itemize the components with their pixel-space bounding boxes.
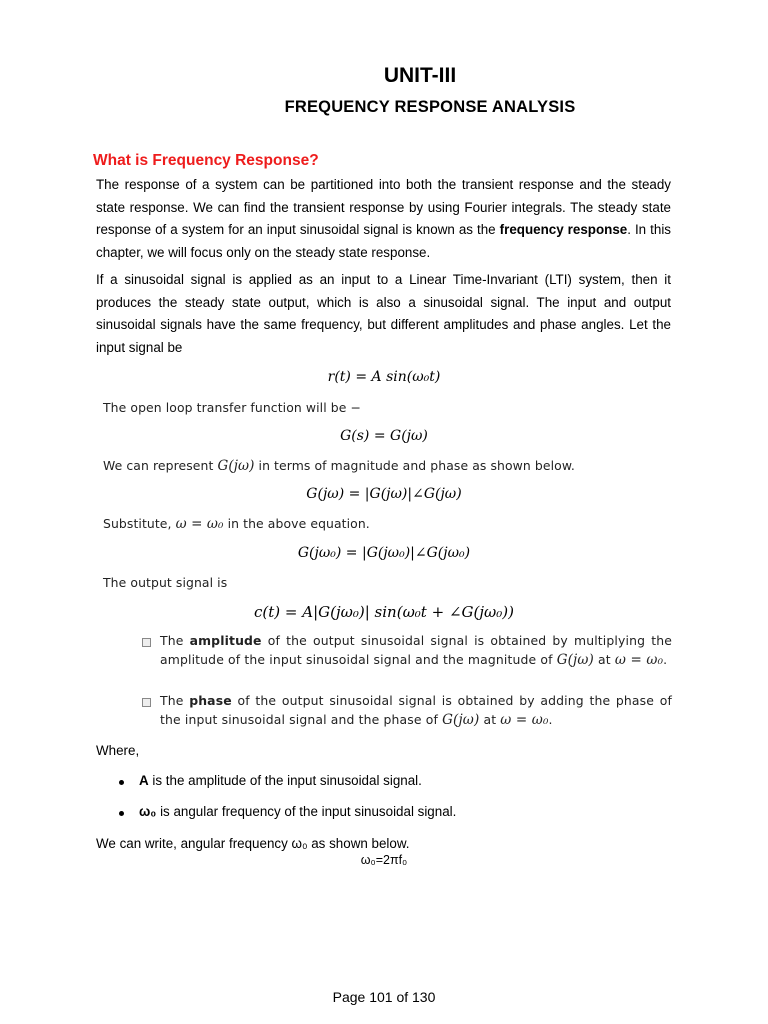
bullet-amplitude-term: amplitude	[189, 633, 262, 648]
where-item-frequency-text: is angular frequency of the input sinusoidal signal.	[156, 804, 457, 819]
bullet-dot-icon	[119, 780, 124, 785]
where-item-amplitude	[139, 773, 422, 788]
bullet-phase-pre: The	[160, 693, 190, 708]
bullet-phase-term: phase	[189, 693, 232, 708]
paragraph-lti: If a sinusoidal signal is applied as an input to a Linear Time-Invariant (LTI) system, then it produces the steady state output, which is also a sinusoidal signal. The input and output sinusoidal signals have the same frequency, but different amplitudes and phase angles. Let the input signal be	[96, 272, 671, 355]
bullet-phase	[160, 692, 672, 729]
equation-transfer-function-text: G(s) = G(jω)	[340, 428, 428, 444]
represent-line-math: G(jω)	[217, 458, 255, 474]
equation-input-signal-text: r(t) = A sin(ω₀t)	[327, 369, 441, 385]
bullet-amplitude-pre: The	[160, 633, 190, 648]
bullet-amplitude-mid: of the output sinusoidal signal is obtained by multiplying the amplitude of the input sinusoidal signal and the magnitude of	[160, 633, 672, 667]
paragraph-intro	[96, 174, 671, 264]
represent-line-before: We can represent	[103, 458, 218, 473]
equation-output-signal	[0, 603, 768, 621]
bullet-amplitude-mid2: at	[593, 651, 615, 667]
chapter-title: FREQUENCY RESPONSE ANALYSIS	[284, 98, 576, 116]
bullet-amplitude	[160, 632, 672, 669]
equation-magnitude-phase-text: G(jω) = |G(jω)|∠G(jω)	[306, 486, 462, 502]
bullet-phase-mid2: at	[479, 711, 501, 727]
bullet-phase-math2: ω = ω₀	[500, 711, 549, 728]
substitute-line-before: Substitute,	[103, 516, 176, 531]
bullet-amplitude-math1: G(jω)	[556, 651, 594, 668]
represent-line-after: in terms of magnitude and phase as shown below.	[254, 458, 575, 473]
bullet-amplitude-end: .	[663, 651, 668, 667]
bullet-phase-math1: G(jω)	[442, 711, 480, 728]
where-label: Where,	[96, 743, 140, 758]
equation-output-signal-text: c(t) = A|G(jω₀)| sin(ω₀t + ∠G(jω₀))	[254, 603, 514, 621]
substitute-line-math: ω = ω₀	[175, 516, 224, 532]
open-loop-line: The open loop transfer function will be −	[103, 400, 361, 415]
bullet-amplitude-math2: ω = ω₀	[614, 651, 664, 668]
equation-transfer-function	[0, 428, 768, 444]
where-item-amplitude-text: is the amplitude of the input sinusoidal signal.	[148, 773, 422, 788]
bullet-square-icon	[142, 638, 151, 647]
bullet-dot-icon	[119, 811, 124, 816]
equation-substituted	[0, 545, 768, 561]
where-item-amplitude-symbol: A	[139, 773, 149, 788]
equation-input-signal	[0, 369, 768, 385]
equation-substituted-text: G(jω₀) = |G(jω₀)|∠G(jω₀)	[297, 545, 471, 561]
unit-title: UNIT-III	[383, 64, 457, 87]
section-heading: What is Frequency Response?	[93, 152, 319, 169]
substitute-line	[103, 516, 370, 532]
where-item-frequency-symbol: ω₀	[139, 804, 157, 819]
equation-magnitude-phase	[0, 486, 768, 502]
paragraph-intro-end: . In this chapter, we will focus only on the steady state response.	[96, 222, 671, 260]
equation-angular-frequency: ω₀=2πf₀	[360, 853, 408, 867]
frequency-response-term: frequency response	[499, 222, 628, 237]
bullet-phase-mid: of the output sinusoidal signal is obtained by adding the phase of the input sinusoidal signal and the phase of	[160, 693, 672, 727]
represent-line	[103, 458, 575, 474]
bullet-square-icon	[142, 698, 151, 707]
angular-frequency-line: We can write, angular frequency ω₀ as shown below.	[96, 836, 410, 851]
output-signal-line: The output signal is	[103, 575, 228, 590]
where-item-frequency	[139, 804, 456, 819]
paragraph-intro-text: The response of a system can be partitioned into both the transient response and the steady state response. We can find the transient response by using Fourier integrals. The steady state response of a system for an input sinusoidal signal is known as the	[96, 177, 671, 237]
bullet-phase-end: .	[548, 711, 553, 727]
substitute-line-after: in the above equation.	[223, 516, 370, 531]
page-number: Page 101 of 130	[332, 989, 436, 1005]
